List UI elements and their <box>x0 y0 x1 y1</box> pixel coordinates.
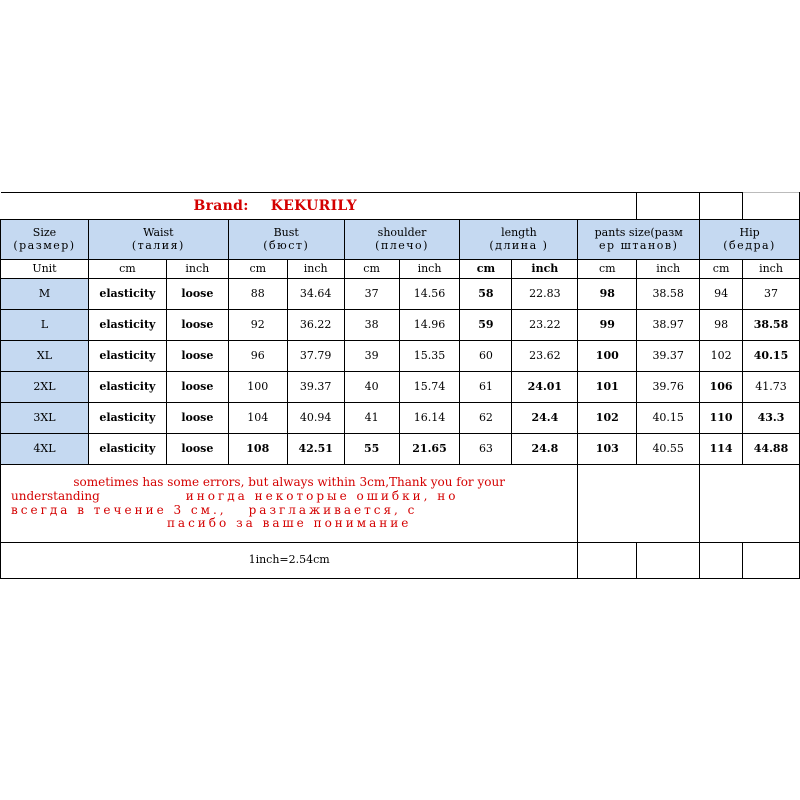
unit-cell: cm <box>460 260 512 279</box>
empty-cell <box>700 465 800 543</box>
size-row <box>1 279 800 310</box>
brand-title <box>1 198 357 214</box>
header-size: Size (размер) <box>1 220 89 260</box>
shoulder-inch: 14.96 <box>399 310 460 341</box>
size-label: L <box>1 310 89 341</box>
unit-cell: inch <box>512 260 578 279</box>
size-chart-table <box>0 192 800 579</box>
unit-cell: inch <box>637 260 700 279</box>
unit-cell: cm <box>88 260 166 279</box>
hip-cm: 106 <box>700 372 743 403</box>
hip-cm: 110 <box>700 403 743 434</box>
pants-cm: 100 <box>578 341 637 372</box>
length-inch: 24.4 <box>512 403 578 434</box>
note-line: understanding иногда некоторые ошибки, но <box>11 488 459 503</box>
note-line: пасибо за ваше понимание <box>166 516 412 531</box>
length-inch: 23.22 <box>512 310 578 341</box>
brand-label: Brand: <box>193 197 249 214</box>
hip-inch: 43.3 <box>743 403 800 434</box>
pants-inch: 40.15 <box>637 403 700 434</box>
empty-cell <box>700 543 743 579</box>
footer-row <box>1 543 800 579</box>
size-label: 4XL <box>1 434 89 465</box>
empty-cell <box>578 543 637 579</box>
hip-cm: 102 <box>700 341 743 372</box>
pants-cm: 101 <box>578 372 637 403</box>
waist-cm: elasticity <box>88 403 166 434</box>
empty-cell <box>637 543 700 579</box>
length-cm: 60 <box>460 341 512 372</box>
empty-cell <box>578 465 700 543</box>
brand-cell <box>1 193 637 220</box>
shoulder-cm: 41 <box>344 403 399 434</box>
hip-inch: 37 <box>743 279 800 310</box>
size-row <box>1 403 800 434</box>
waist-cm: elasticity <box>88 434 166 465</box>
note-line: всегда в течение 3 см., разглаживается, с <box>11 502 418 517</box>
shoulder-inch: 14.56 <box>399 279 460 310</box>
pants-inch: 39.76 <box>637 372 700 403</box>
waist-cm: elasticity <box>88 279 166 310</box>
hip-inch: 38.58 <box>743 310 800 341</box>
header-length: length (длина ) <box>460 220 578 260</box>
hip-inch: 40.15 <box>743 341 800 372</box>
unit-cell: inch <box>399 260 460 279</box>
header-hip: Hip (бедра) <box>700 220 800 260</box>
header-bust: Bust (бюст) <box>228 220 344 260</box>
hip-cm: 94 <box>700 279 743 310</box>
bust-cm: 96 <box>228 341 287 372</box>
waist-cm: elasticity <box>88 310 166 341</box>
length-inch: 22.83 <box>512 279 578 310</box>
pants-cm: 98 <box>578 279 637 310</box>
size-label: 3XL <box>1 403 89 434</box>
unit-cell: inch <box>166 260 228 279</box>
length-inch: 24.01 <box>512 372 578 403</box>
conversion-note: 1inch=2.54cm <box>1 543 578 579</box>
bust-inch: 34.64 <box>287 279 344 310</box>
accuracy-note <box>1 465 578 543</box>
waist-cm: elasticity <box>88 341 166 372</box>
waist-cm: elasticity <box>88 372 166 403</box>
hip-inch: 44.88 <box>743 434 800 465</box>
note-row <box>1 465 800 543</box>
shoulder-inch: 15.74 <box>399 372 460 403</box>
bust-cm: 108 <box>228 434 287 465</box>
empty-cell <box>743 193 800 220</box>
bust-cm: 92 <box>228 310 287 341</box>
pants-inch: 38.58 <box>637 279 700 310</box>
hip-cm: 98 <box>700 310 743 341</box>
note-line: sometimes has some errors, but always within 3cm,Thank you for your <box>73 474 505 489</box>
length-cm: 61 <box>460 372 512 403</box>
pants-cm: 102 <box>578 403 637 434</box>
bust-inch: 40.94 <box>287 403 344 434</box>
shoulder-inch: 15.35 <box>399 341 460 372</box>
shoulder-cm: 55 <box>344 434 399 465</box>
header-row <box>1 220 800 260</box>
unit-cell: cm <box>344 260 399 279</box>
header-pants-size: pants size(разм ер штанов) <box>578 220 700 260</box>
bust-inch: 36.22 <box>287 310 344 341</box>
empty-cell <box>700 193 743 220</box>
unit-cell: cm <box>578 260 637 279</box>
size-row <box>1 310 800 341</box>
unit-cell: inch <box>743 260 800 279</box>
length-cm: 62 <box>460 403 512 434</box>
pants-inch: 39.37 <box>637 341 700 372</box>
pants-inch: 40.55 <box>637 434 700 465</box>
waist-inch: loose <box>166 434 228 465</box>
bust-inch: 37.79 <box>287 341 344 372</box>
shoulder-cm: 37 <box>344 279 399 310</box>
bust-cm: 104 <box>228 403 287 434</box>
bust-cm: 100 <box>228 372 287 403</box>
length-cm: 63 <box>460 434 512 465</box>
shoulder-inch: 21.65 <box>399 434 460 465</box>
pants-inch: 38.97 <box>637 310 700 341</box>
length-cm: 59 <box>460 310 512 341</box>
length-cm: 58 <box>460 279 512 310</box>
unit-cell: cm <box>228 260 287 279</box>
shoulder-cm: 39 <box>344 341 399 372</box>
empty-cell <box>637 193 700 220</box>
pants-cm: 103 <box>578 434 637 465</box>
length-inch: 23.62 <box>512 341 578 372</box>
shoulder-cm: 40 <box>344 372 399 403</box>
size-label: XL <box>1 341 89 372</box>
unit-cell: cm <box>700 260 743 279</box>
size-row <box>1 372 800 403</box>
size-label: 2XL <box>1 372 89 403</box>
bust-cm: 88 <box>228 279 287 310</box>
hip-inch: 41.73 <box>743 372 800 403</box>
size-label: M <box>1 279 89 310</box>
waist-inch: loose <box>166 279 228 310</box>
unit-cell: inch <box>287 260 344 279</box>
size-row <box>1 434 800 465</box>
bust-inch: 39.37 <box>287 372 344 403</box>
waist-inch: loose <box>166 372 228 403</box>
bust-inch: 42.51 <box>287 434 344 465</box>
pants-cm: 99 <box>578 310 637 341</box>
waist-inch: loose <box>166 403 228 434</box>
length-inch: 24.8 <box>512 434 578 465</box>
brand-row <box>1 193 800 220</box>
header-shoulder: shoulder (плечо) <box>344 220 460 260</box>
empty-cell <box>743 543 800 579</box>
unit-label: Unit <box>1 260 89 279</box>
header-waist: Waist (талия) <box>88 220 228 260</box>
hip-cm: 114 <box>700 434 743 465</box>
shoulder-inch: 16.14 <box>399 403 460 434</box>
brand-name: KEKURILY <box>270 197 357 214</box>
waist-inch: loose <box>166 310 228 341</box>
waist-inch: loose <box>166 341 228 372</box>
shoulder-cm: 38 <box>344 310 399 341</box>
size-row <box>1 341 800 372</box>
unit-row <box>1 260 800 279</box>
